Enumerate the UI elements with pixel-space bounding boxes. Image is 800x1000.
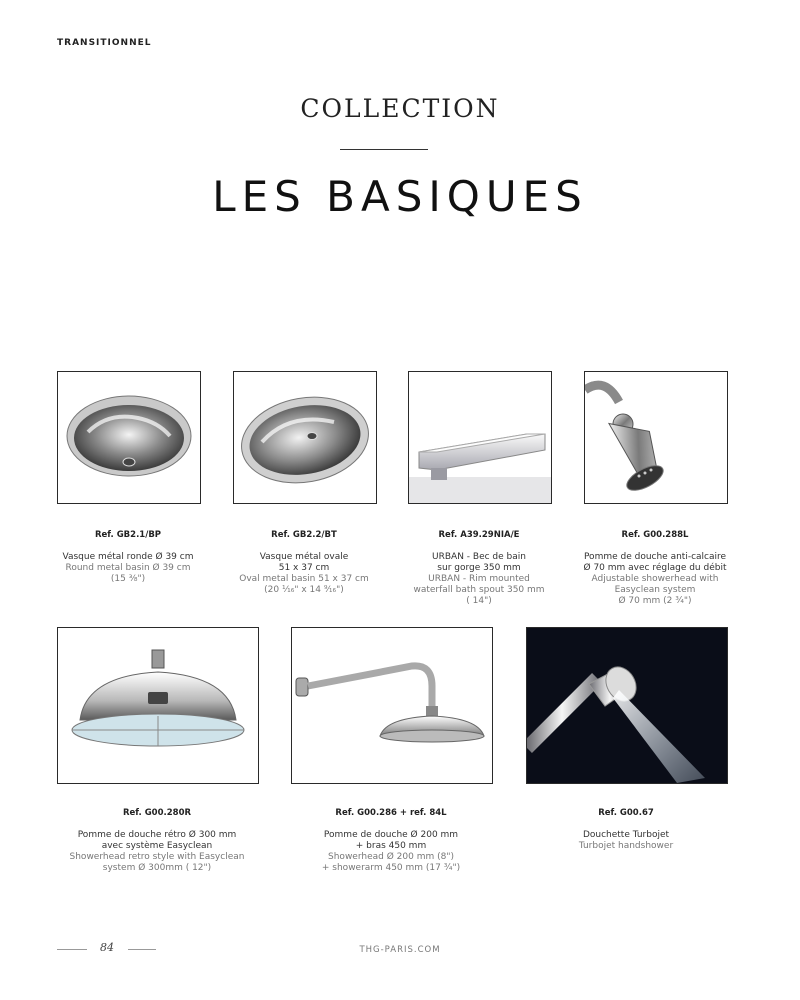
product-desc-fr: Pomme de douche anti-calcaire: [583, 552, 727, 562]
product-desc-fr: 51 x 37 cm: [278, 563, 330, 573]
product-desc-en: Easyclean system: [614, 585, 696, 595]
product-image-round-basin: [57, 371, 201, 504]
product-desc-fr: Ø 70 mm avec réglage du débit: [583, 563, 727, 573]
product-caption: [218, 530, 390, 596]
product-caption: [393, 530, 565, 607]
product-desc-fr: Pomme de douche Ø 200 mm: [323, 830, 459, 840]
product-desc-fr: Pomme de douche rétro Ø 300 mm: [77, 830, 237, 840]
product-ref: Ref. GB2.1/BP: [94, 530, 162, 540]
product-ref: Ref. G00.67: [598, 808, 654, 818]
product-desc-fr: URBAN - Bec de bain: [432, 552, 526, 562]
product-image-turbojet-handshower: [526, 627, 728, 784]
product-image-adjustable-showerhead: [584, 371, 728, 504]
product-desc-en: Round metal basin Ø 39 cm: [65, 563, 191, 573]
product-desc-fr: sur gorge 350 mm: [437, 563, 521, 573]
product-ref: Ref. G00.280R: [122, 808, 192, 818]
product-desc-fr: Douchette Turbojet: [582, 830, 670, 840]
product-desc-en: (20 ¹⁄₁₆" x 14 ⁹⁄₁₆"): [264, 585, 344, 595]
product-desc-en: Ø 70 mm (2 ¾"): [618, 596, 692, 606]
product-desc-en: URBAN - Rim mounted: [428, 574, 530, 584]
product-caption: [511, 808, 741, 852]
title-divider: [340, 149, 428, 150]
product-caption: [276, 808, 506, 874]
product-desc-en: (15 ⅜"): [110, 574, 146, 584]
product-image-retro-showerhead: [57, 627, 259, 784]
product-image-oval-basin: [233, 371, 377, 504]
product-desc-en: ( 14"): [466, 596, 492, 606]
collection-heading: COLLECTION: [300, 94, 500, 123]
product-image-waterfall-spout: [408, 371, 552, 504]
product-desc-fr: Vasque métal ronde Ø 39 cm: [62, 552, 194, 562]
product-desc-en: Oval metal basin 51 x 37 cm: [239, 574, 369, 584]
product-image-showerhead-arm: [291, 627, 493, 784]
page-title: LES BASIQUES: [212, 172, 588, 221]
product-desc-en: Showerhead Ø 200 mm (8"): [328, 852, 454, 862]
product-desc-en: waterfall bath spout 350 mm: [413, 585, 545, 595]
product-ref: Ref. A39.29NIA/E: [438, 530, 520, 540]
product-desc-fr: avec système Easyclean: [101, 841, 213, 851]
product-desc-en: system Ø 300mm ( 12"): [102, 863, 212, 873]
page-number: 84: [100, 941, 114, 954]
product-desc-en: Adjustable showerhead with: [591, 574, 719, 584]
product-caption: [569, 530, 741, 607]
product-ref: Ref. G00.288L: [621, 530, 689, 540]
section-tag: TRANSITIONNEL: [57, 38, 152, 48]
product-desc-fr: + bras 450 mm: [355, 841, 427, 851]
product-desc-en: Turbojet handshower: [578, 841, 674, 851]
website-link[interactable]: THG-PARIS.COM: [359, 945, 441, 955]
product-ref: Ref. G00.286 + ref. 84L: [335, 808, 447, 818]
product-desc-fr: Vasque métal ovale: [259, 552, 349, 562]
product-desc-en: + showerarm 450 mm (17 ¾"): [321, 863, 461, 873]
product-desc-en: Showerhead retro style with Easyclean: [69, 852, 245, 862]
product-ref: Ref. GB2.2/BT: [271, 530, 337, 540]
product-caption: [42, 530, 214, 585]
product-caption: [42, 808, 272, 874]
